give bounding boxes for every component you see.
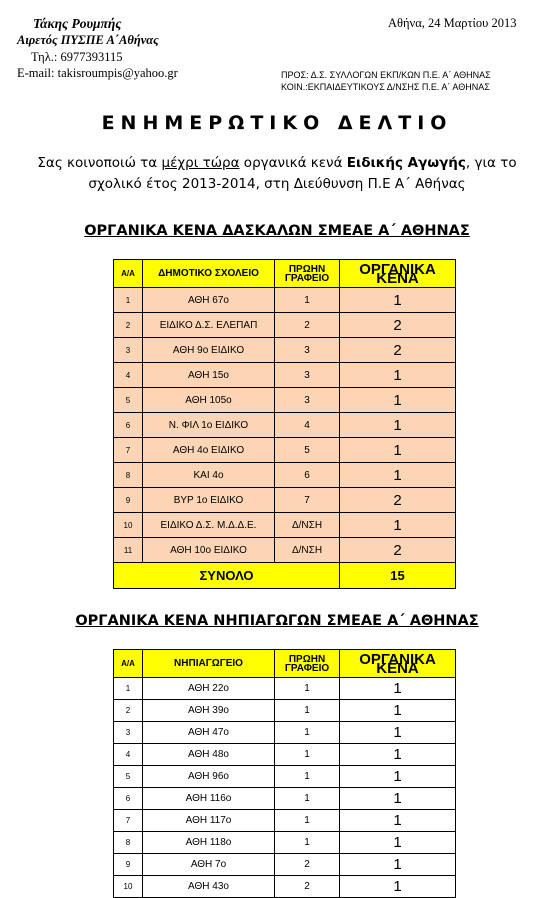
- cell-vacancies: 1: [340, 876, 456, 898]
- cell-school: ΑΘΗ 116ο: [143, 788, 275, 810]
- cell-vacancies: 1: [340, 700, 456, 722]
- cell-aa: 9: [114, 854, 143, 876]
- cell-vacancies: 1: [340, 744, 456, 766]
- table-row: [114, 538, 456, 563]
- cell-aa: 6: [114, 413, 143, 438]
- cell-former-office: 2: [275, 313, 340, 338]
- cell-aa: 8: [114, 463, 143, 488]
- cell-aa: 11: [114, 538, 143, 563]
- cell-former-office: 3: [275, 388, 340, 413]
- recipients-cc: ΚΟΙΝ.:ΕΚΠΑΙΔΕΥΤΙΚΟΥΣ Δ/ΝΣΗΣ Π.Ε. Α΄ ΑΘΗΝΑΣ: [281, 82, 490, 92]
- cell-vacancies: 1: [340, 766, 456, 788]
- cell-former-office: Δ/ΝΣΗ: [275, 538, 340, 563]
- column-header-aa: Α/Α: [114, 650, 143, 678]
- table-row: [114, 832, 456, 854]
- cell-aa: 2: [114, 313, 143, 338]
- table-row: [114, 513, 456, 538]
- cell-vacancies: 1: [340, 832, 456, 854]
- cell-school: ΑΘΗ 4ο ΕΙΔΙΚΟ: [143, 438, 275, 463]
- cell-former-office: 7: [275, 488, 340, 513]
- table-row: [114, 438, 456, 463]
- cell-former-office: 1: [275, 722, 340, 744]
- cell-vacancies: 1: [340, 438, 456, 463]
- cell-aa: 7: [114, 810, 143, 832]
- table-row: [114, 854, 456, 876]
- table-row: [114, 700, 456, 722]
- sender-phone: Τηλ.: 6977393115: [31, 50, 123, 64]
- cell-vacancies: 1: [340, 854, 456, 876]
- intro-part1: Σας κοινοποιώ τα: [37, 155, 162, 171]
- kindergarten-table: [113, 649, 456, 898]
- intro-line-1: [0, 153, 554, 174]
- cell-school: ΑΘΗ 10ο ΕΙΔΙΚΟ: [143, 538, 275, 563]
- intro-part2: οργανικά κενά: [239, 155, 347, 171]
- section1-heading: ΟΡΓΑΝΙΚΑ ΚΕΝΑ ΔΑΣΚΑΛΩΝ ΣΜΕΑΕ Α΄ ΑΘΗΝΑΣ: [84, 223, 470, 239]
- table-row: [114, 810, 456, 832]
- cell-former-office: 1: [275, 744, 340, 766]
- cell-school: ΑΘΗ 118ο: [143, 832, 275, 854]
- cell-vacancies: 1: [340, 463, 456, 488]
- cell-former-office: 2: [275, 854, 340, 876]
- cell-former-office: 1: [275, 700, 340, 722]
- cell-former-office: 1: [275, 678, 340, 700]
- cell-former-office: 3: [275, 363, 340, 388]
- cell-vacancies: 2: [340, 338, 456, 363]
- cell-vacancies: 2: [340, 538, 456, 563]
- cell-former-office: 1: [275, 810, 340, 832]
- cell-school: ΑΘΗ 39ο: [143, 700, 275, 722]
- cell-school: ΑΘΗ 48ο: [143, 744, 275, 766]
- cell-vacancies: 1: [340, 722, 456, 744]
- cell-vacancies: 2: [340, 488, 456, 513]
- cell-school: ΑΘΗ 22ο: [143, 678, 275, 700]
- table-row: [114, 413, 456, 438]
- column-header-school: ΝΗΠΙΑΓΩΓΕΙΟ: [143, 650, 275, 678]
- cell-former-office: 1: [275, 766, 340, 788]
- cell-vacancies: 1: [340, 788, 456, 810]
- cell-vacancies: 1: [340, 388, 456, 413]
- section2-heading: ΟΡΓΑΝΙΚΑ ΚΕΝΑ ΝΗΠΙΑΓΩΓΩΝ ΣΜΕΑΕ Α΄ ΑΘΗΝΑΣ: [75, 613, 479, 629]
- recipients-to: ΠΡΟΣ: Δ.Σ. ΣΥΛΛΟΓΩΝ ΕΚΠ/ΚΩΝ Π.Ε. Α΄ ΑΘΗΝΑΣ: [281, 70, 491, 80]
- cell-former-office: 1: [275, 288, 340, 313]
- cell-vacancies: 2: [340, 313, 456, 338]
- column-header-vacancies: ΟΡΓΑΝΙΚΑ ΚΕΝΑ: [340, 260, 456, 288]
- cell-former-office: 4: [275, 413, 340, 438]
- cell-former-office: Δ/ΝΣΗ: [275, 513, 340, 538]
- cell-vacancies: 1: [340, 288, 456, 313]
- cell-school: ΑΘΗ 7ο: [143, 854, 275, 876]
- cell-vacancies: 1: [340, 678, 456, 700]
- cell-former-office: 6: [275, 463, 340, 488]
- intro-part3: , για το: [465, 155, 517, 171]
- intro-underlined: μέχρι τώρα: [161, 155, 240, 171]
- cell-aa: 2: [114, 700, 143, 722]
- table-row: [114, 463, 456, 488]
- intro-line-2: σχολικό έτος 2013-2014, στη Διεύθυνση Π.Ε Α΄ Αθήνας: [88, 176, 466, 192]
- table-header-row: [114, 650, 456, 678]
- column-header-school: ΔΗΜΟΤΙΚΟ ΣΧΟΛΕΙΟ: [143, 260, 275, 288]
- cell-school: ΑΘΗ 9ο ΕΙΔΙΚΟ: [143, 338, 275, 363]
- intro-bold: Ειδικής Αγωγής: [346, 155, 466, 171]
- table-row: [114, 788, 456, 810]
- cell-school: Ν. ΦΙΛ 1ο ΕΙΔΙΚΟ: [143, 413, 275, 438]
- cell-vacancies: 1: [340, 413, 456, 438]
- table-header-row: [114, 260, 456, 288]
- cell-former-office: 2: [275, 876, 340, 898]
- table-row: [114, 722, 456, 744]
- cell-former-office: 1: [275, 832, 340, 854]
- column-header-aa: Α/Α: [114, 260, 143, 288]
- total-row: [114, 563, 456, 589]
- cell-aa: 3: [114, 722, 143, 744]
- cell-school: ΑΘΗ 105ο: [143, 388, 275, 413]
- table-row: [114, 876, 456, 898]
- cell-school: ΑΘΗ 15ο: [143, 363, 275, 388]
- table-row: [114, 288, 456, 313]
- cell-school: ΒΥΡ 1ο ΕΙΔΙΚΟ: [143, 488, 275, 513]
- total-label: ΣΥΝΟΛΟ: [114, 563, 340, 589]
- cell-school: ΑΘΗ 67ο: [143, 288, 275, 313]
- teachers-table: [113, 259, 456, 589]
- document-date: Αθήνα, 24 Μαρτίου 2013: [388, 16, 517, 30]
- cell-aa: 9: [114, 488, 143, 513]
- intro-paragraph: [0, 153, 554, 195]
- cell-aa: 10: [114, 513, 143, 538]
- cell-vacancies: 1: [340, 513, 456, 538]
- table-row: [114, 766, 456, 788]
- cell-aa: 5: [114, 766, 143, 788]
- total-value: 15: [340, 563, 456, 589]
- cell-former-office: 5: [275, 438, 340, 463]
- table-row: [114, 338, 456, 363]
- sender-name: Τάκης Ρουμπής: [33, 16, 122, 31]
- table-row: [114, 313, 456, 338]
- cell-school: ΕΙΔΙΚΟ Δ.Σ. Μ.Δ.Δ.Ε.: [143, 513, 275, 538]
- table-row: [114, 388, 456, 413]
- cell-vacancies: 1: [340, 363, 456, 388]
- cell-aa: 6: [114, 788, 143, 810]
- cell-school: ΕΙΔΙΚΟ Δ.Σ. ΕΛΕΠΑΠ: [143, 313, 275, 338]
- cell-school: ΑΘΗ 47ο: [143, 722, 275, 744]
- document-title: ΕΝΗΜΕΡΩΤΙΚΟ ΔΕΛΤΙΟ: [101, 112, 453, 134]
- table-row: [114, 678, 456, 700]
- table-row: [114, 363, 456, 388]
- cell-school: ΑΘΗ 117ο: [143, 810, 275, 832]
- cell-aa: 3: [114, 338, 143, 363]
- cell-aa: 4: [114, 744, 143, 766]
- cell-former-office: 3: [275, 338, 340, 363]
- cell-school: ΑΘΗ 96ο: [143, 766, 275, 788]
- cell-vacancies: 1: [340, 810, 456, 832]
- cell-aa: 8: [114, 832, 143, 854]
- sender-role: Αιρετός ΠΥΣΠΕ Α΄Αθήνας: [17, 33, 159, 47]
- cell-former-office: 1: [275, 788, 340, 810]
- column-header-vacancies: ΟΡΓΑΝΙΚΑ ΚΕΝΑ: [340, 650, 456, 678]
- cell-school: ΚΑΙ 4ο: [143, 463, 275, 488]
- sender-email: E-mail: takisroumpis@yahoo.gr: [17, 66, 178, 80]
- cell-aa: 1: [114, 678, 143, 700]
- cell-school: ΑΘΗ 43ο: [143, 876, 275, 898]
- cell-aa: 5: [114, 388, 143, 413]
- cell-aa: 1: [114, 288, 143, 313]
- table-row: [114, 488, 456, 513]
- cell-aa: 10: [114, 876, 143, 898]
- column-header-former-office: ΠΡΩΗΝ ΓΡΑΦΕΙΟ: [275, 650, 340, 678]
- cell-aa: 7: [114, 438, 143, 463]
- cell-aa: 4: [114, 363, 143, 388]
- column-header-former-office: ΠΡΩΗΝ ΓΡΑΦΕΙΟ: [275, 260, 340, 288]
- table-row: [114, 744, 456, 766]
